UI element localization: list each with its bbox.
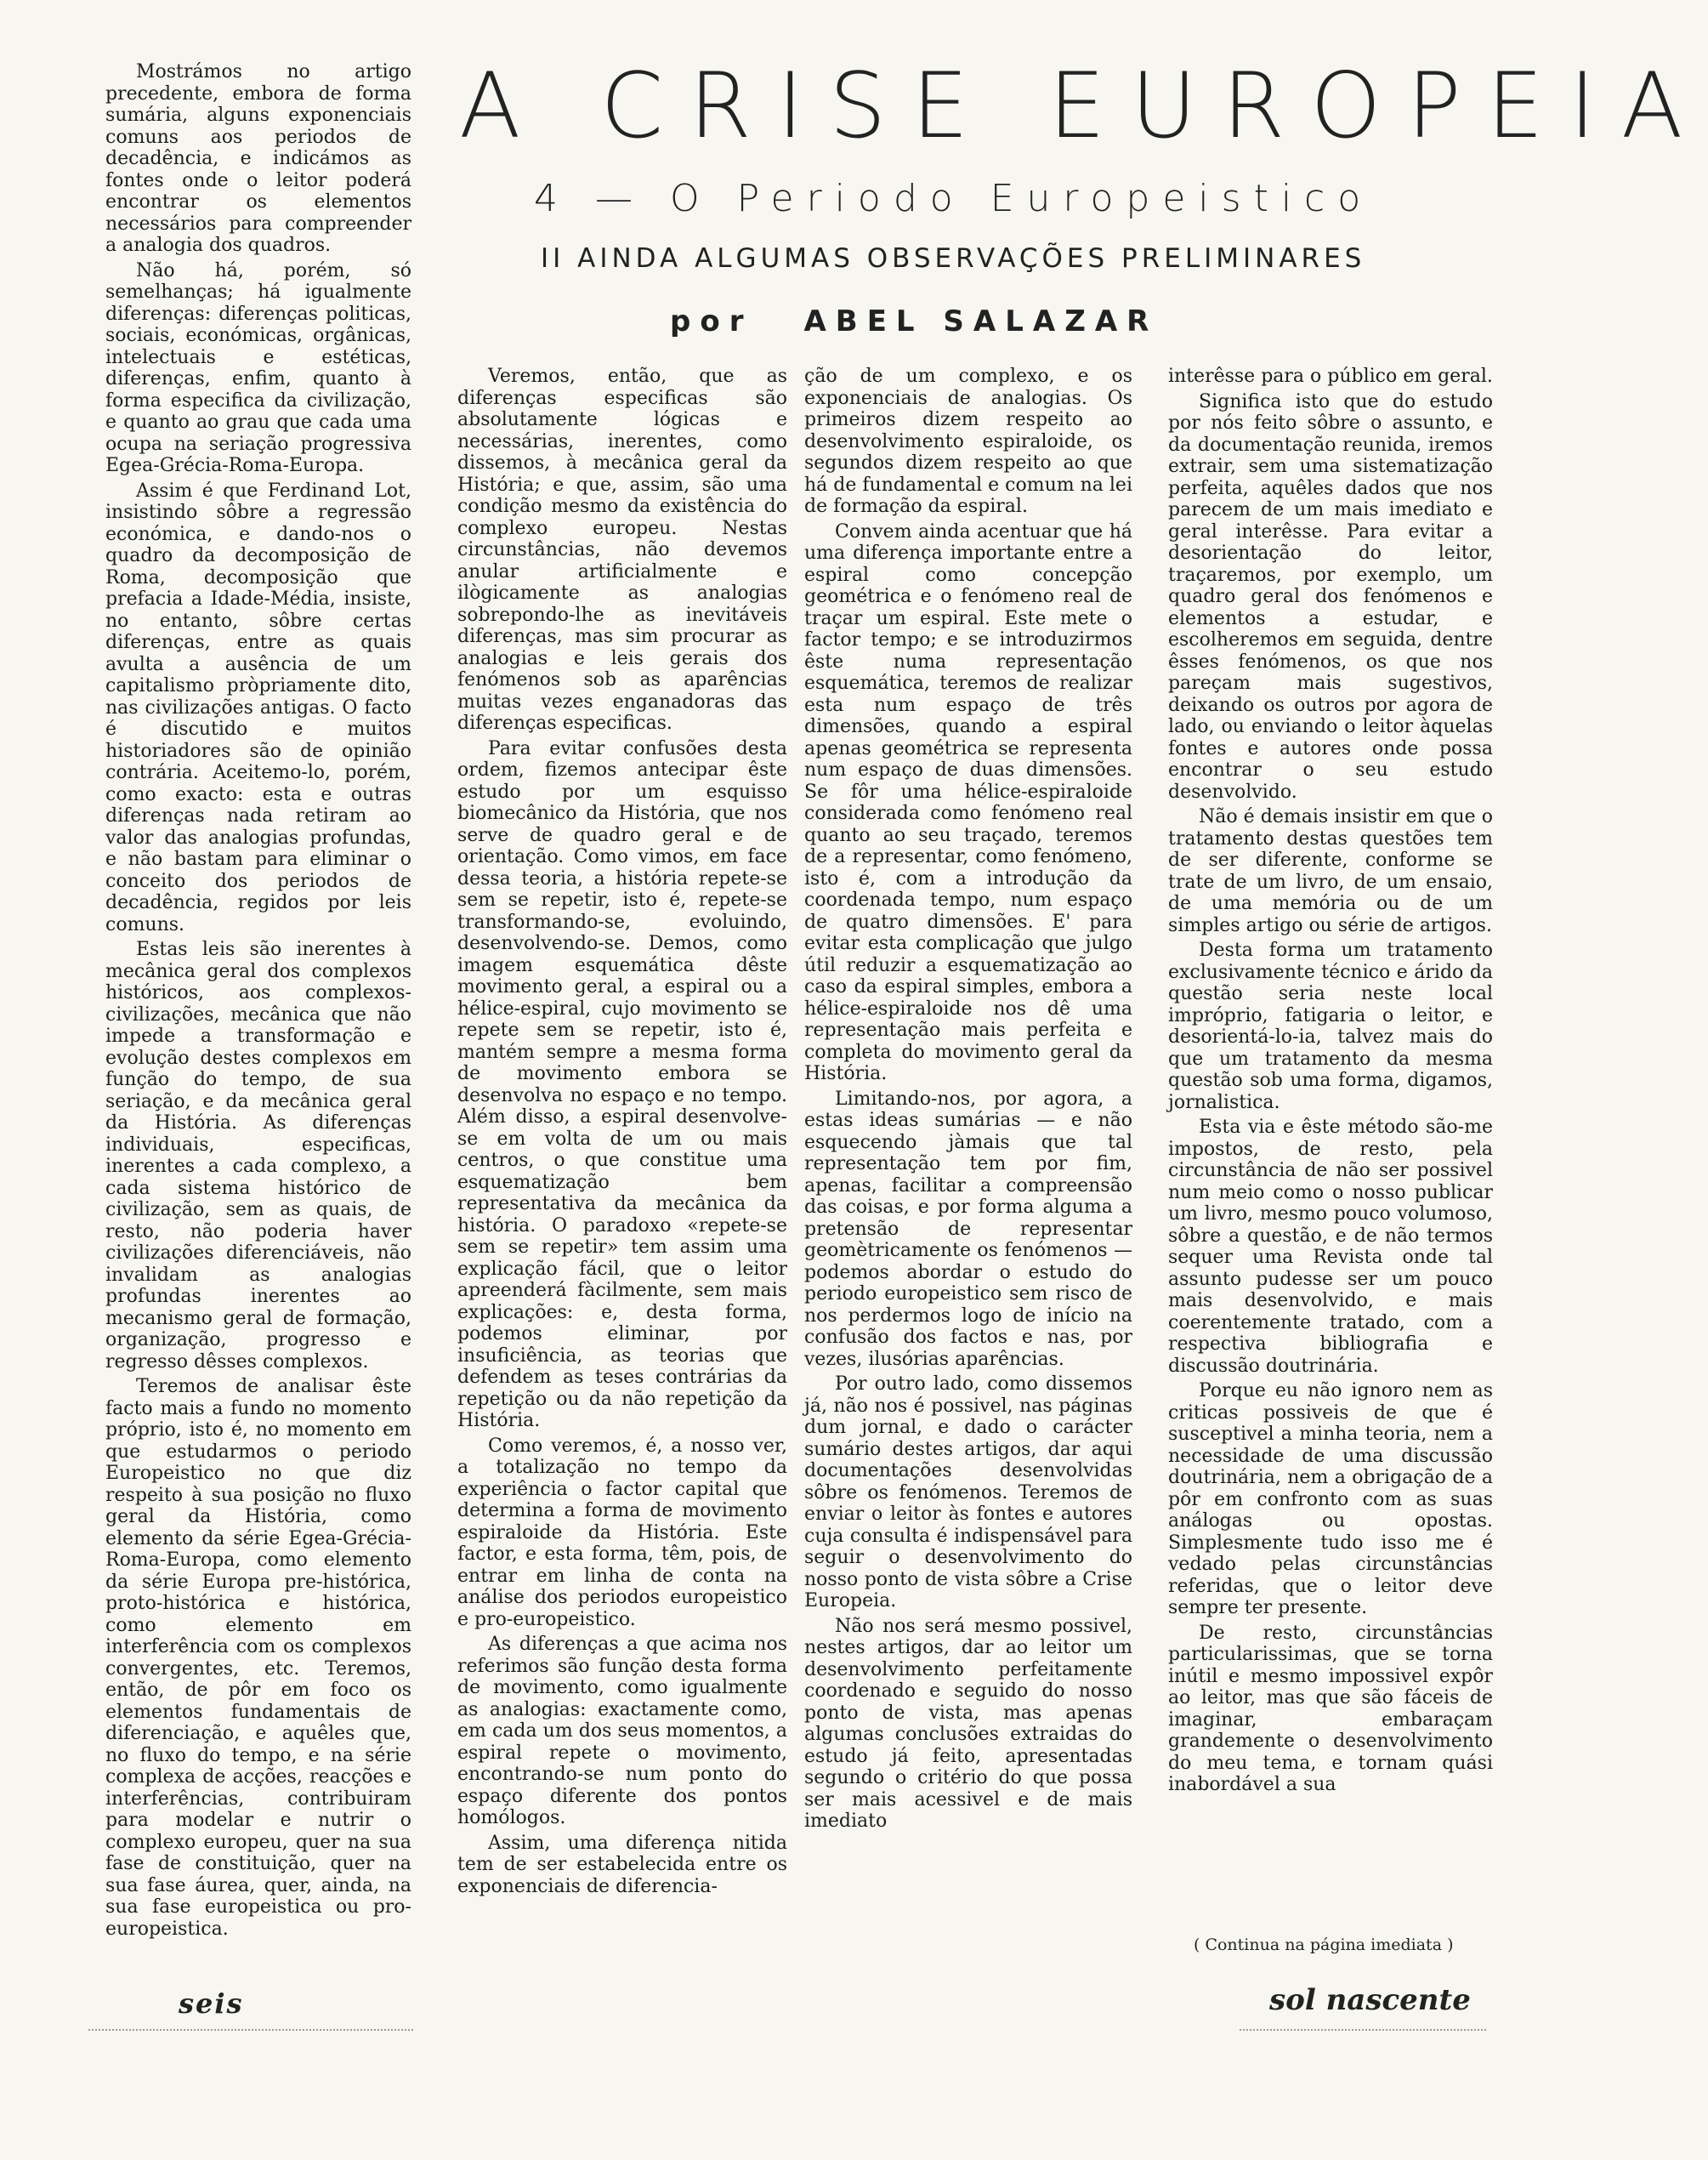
footer-rule-left xyxy=(88,2029,413,2031)
section-heading: II AINDA ALGUMAS OBSERVAÇÕES PRELIMINARES xyxy=(541,243,1366,274)
article-title: A CRISE EUROPEIA xyxy=(459,54,1708,158)
paragraph: Teremos de analisar êste facto mais a fundo no momento próprio, isto é, no momento em que estudarmos o periodo Europeistico no que diz respeito à sua posição no fluxo geral da História, como elemento da série Egea-Grécia-Roma-Europa, como elemento da série Europa pre-histórica, proto-histórica e histórica, como elemento em interferência com os complexos convergentes, etc. Teremos, então, de pôr em foco os elementos fundamentais de diferenciação, e aquêles que, no fluxo do tempo, e na série complexa de acções, reacções e interferências, contribuiram para modelar e nutrir o complexo europeu, quer na sua fase de constituição, quer na sua fase áurea, quer, ainda, na sua fase europeistica ou pro-europeistica. xyxy=(105,1376,411,1940)
magazine-name: sol nascente xyxy=(1269,1983,1471,2017)
byline xyxy=(670,304,1158,338)
byline-prefix: por xyxy=(670,304,753,338)
paragraph: Não há, porém, só semelhanças; há igualmente diferenças: diferenças politicas, sociais, económicas, orgânicas, intelectuais e estéticas, diferenças, enfim, quanto à forma especifica da civilização, e quanto ao grau que cada uma ocupa na seriação progressiva Egea-Grécia-Roma-Europa. xyxy=(105,259,411,476)
paragraph: Veremos, então, que as diferenças especificas são absolutamente lógicas e necessárias, inerentes, como dissemos, à mecânica geral da História; e que, assim, são uma condição mesmo da existência do complexo europeu. Nestas circunstâncias, não devemos anular artificialmente e ilògicamente as analogias sobrepondo-lhe as inevitáveis diferenças, mas sim procurar as analogias e leis gerais dos fenómenos sob as aparências muitas vezes enganadoras das diferenças especificas. xyxy=(457,366,787,734)
paragraph: Convem ainda acentuar que há uma diferença importante entre a espiral como concepção geométrica e o fenómeno real de traçar um espiral. Este mete o factor tempo; e se introduzirmos êste numa representação esquemática, teremos de realizar esta num espaço de três dimensões, quando a espiral apenas geométrica se representa num espaço de duas dimensões. Se fôr uma hélice-espiraloide considerada como fenómeno real quanto ao seu traçado, teremos de a representar, como fenómeno, isto é, com a introdução da coordenada tempo, num espaço de quatro dimensões. E' para evitar esta complicação que julgo útil reduzir a esquematização ao caso da espiral simples, embora a hélice-espiraloide nos dê uma representação mais perfeita e completa do movimento geral da História. xyxy=(804,520,1132,1084)
paragraph: Assim, uma diferença nitida tem de ser estabelecida entre os exponenciais de diferencia- xyxy=(457,1832,787,1897)
page-number-word: seis xyxy=(179,1987,244,2020)
paragraph: Não é demais insistir em que o tratamento destas questões tem de ser diferente, conforme se trate de um livro, de um ensaio, de uma memória ou de um simples artigo ou série de artigos. xyxy=(1168,806,1493,936)
paragraph: ção de um complexo, e os exponenciais de analogias. Os primeiros dizem respeito ao desenvolvimento espiraloide, os segundos dizem respeito ao que há de fundamental e comum na lei de formação da espiral. xyxy=(804,366,1132,517)
paragraph: Assim é que Ferdinand Lot, insistindo sôbre a regressão económica, e dando-nos o quadro da decomposição de Roma, decomposição que prefacia a Idade-Média, insiste, no entanto, sôbre certas diferenças, entre as quais avulta a ausência de um capitalismo pròpriamente dito, nas civilizações antigas. O facto é discutido e muitos historiadores são de opinião contrária. Aceitemo-lo, porém, como exacto: esta e outras diferenças nada retiram ao valor das analogias profundas, e não bastam para eliminar o conceito dos periodos de decadência, regidos por leis comuns. xyxy=(105,480,411,935)
paragraph: Como veremos, é, a nosso ver, a totalização no tempo da experiência o factor capital que determina a forma de movimento espiraloide da História. Este factor, e esta forma, têm, pois, de entrar em linha de conta na análise dos periodos europeistico e pro-europeistico. xyxy=(457,1435,787,1630)
paragraph: Porque eu não ignoro nem as criticas possiveis de que é susceptivel a minha teoria, nem a necessidade de uma discussão doutrinária, nem a obrigação de a pôr em confronto com as suas análogas ou opostas. Simplesmente tudo isso me é vedado pelas circunstâncias referidas, que o leitor deve sempre ter presente. xyxy=(1168,1380,1493,1618)
text-column-2 xyxy=(457,366,787,1964)
paragraph: Significa isto que do estudo por nós feito sôbre o assunto, e da documentação reunida, iremos extrair, sem uma sistematização perfeita, aquêles dados que nos parecem de um mais imediato e geral interêsse. Para evitar a desorientação do leitor, traçaremos, por exemplo, um quadro geral dos fenómenos e elementos a estudar, e escolheremos em seguida, dentre êsses fenómenos, os que nos pareçam mais sugestivos, deixando os outros por agora de lado, ou enviando o leitor àquelas fontes e autores onde possa encontrar o seu estudo desenvolvido. xyxy=(1168,390,1493,803)
paragraph: As diferenças a que acima nos referimos são função desta forma de movimento, como igualmente as analogias: exactamente como, em cada um dos seus momentos, a espiral repete o movimento, encontrando-se num ponto do espaço diferente dos pontos homólogos. xyxy=(457,1634,787,1828)
article-subtitle: 4 — O Periodo Europeistico xyxy=(534,177,1374,220)
paragraph: Limitando-nos, por agora, a estas ideas sumárias — e não esquecendo jàmais que tal representação tem por fim, apenas, facilitar a compreensão das coisas, e por forma alguma a pretensão de representar geomètricamente os fenómenos — podemos abordar o estudo do periodo europeistico sem risco de nos perdermos logo de início na confusão dos factos e nas, por vezes, ilusórias aparências. xyxy=(804,1088,1132,1370)
continuation-note: ( Continua na página imediata ) xyxy=(1194,1935,1454,1954)
paragraph: Para evitar confusões desta ordem, fizemos antecipar êste estudo por um esquisso biomecânico da História, que nos serve de quadro geral e de orientação. Como vimos, em face dessa teoria, a história repete-se sem se repetir, isto é, repete-se transformando-se, evoluindo, desenvolvendo-se. Demos, como imagem esquemática dêste movimento geral, a espiral ou a hélice-espiral, cujo movimento se repete sem se repetir, isto é, mantém sempre a mesma forma de movimento embora se desenvolva no espaço e no tempo. Além disso, a espiral desenvolve-se em volta de um ou mais centros, o que constitue uma esquematização bem representativa da mecânica da história. O paradoxo «repete-se sem se repetir» tem assim uma explicação fácil, que o leitor apreenderá fàcilmente, sem mais explicações: e, desta forma, podemos eliminar, por insuficiência, as teorias que defendem as teses contrárias da repetição ou da não repetição da História. xyxy=(457,737,787,1431)
text-column-4 xyxy=(1168,366,1493,1947)
paragraph: Não nos será mesmo possivel, nestes artigos, dar ao leitor um desenvolvimento perfeitamente coordenado e seguido do nosso ponto de vista, mas apenas algumas conclusões extraidas do estudo já feito, apresentadas segundo o critério do que possa ser mais acessivel e de mais imediato xyxy=(804,1615,1132,1832)
paragraph: De resto, circunstâncias particularissimas, que se torna inútil e mesmo impossivel expôr ao leitor, mas que são fáceis de imaginar, embaraçam grandemente o desenvolvimento do meu tema, e tornam quási inabordável a sua xyxy=(1168,1622,1493,1795)
paragraph: interêsse para o público em geral. xyxy=(1168,366,1493,387)
text-column-1 xyxy=(105,61,411,1962)
paragraph: Estas leis são inerentes à mecânica geral dos complexos históricos, aos complexos-civilizações, mecânica que não impede a transformação e evolução destes complexos em função do tempo, de sua seriação, e da mecânica geral da História. As diferenças individuais, especificas, inerentes a cada complexo, a cada sistema histórico de civilização, sem as quais, de resto, não poderia haver civilizações diferenciáveis, não invalidam as analogias profundas inerentes ao mecanismo geral de formação, organização, progresso e regresso dêsses complexos. xyxy=(105,939,411,1373)
paragraph: Esta via e êste método são-me impostos, de resto, pela circunstância de não ser possivel num meio como o nosso publicar um livro, mesmo pouco volumoso, sôbre a questão, e de não termos sequer uma Revista onde tal assunto pudesse ser um pouco mais desenvolvido, e mais coerentemente tratado, com a respectiva bibliografia e discussão doutrinária. xyxy=(1168,1117,1493,1377)
author-name: ABEL SALAZAR xyxy=(803,304,1159,338)
text-column-3 xyxy=(804,366,1132,1964)
footer-rule-right xyxy=(1240,2029,1486,2031)
paragraph: Mostrámos no artigo precedente, embora de forma sumária, alguns exponenciais comuns aos periodos de decadência, e indicámos as fontes onde o leitor poderá encontrar os elementos necessários para compreender a analogia dos quadros. xyxy=(105,61,411,256)
paragraph: Por outro lado, como dissemos já, não nos é possivel, nas páginas dum jornal, e dado o carácter sumário destes artigos, dar aqui documentações desenvolvidas sôbre os fenómenos. Teremos de enviar o leitor às fontes e autores cuja consulta é indispensável para seguir o desenvolvimento do nosso ponto de vista sôbre a Crise Europeia. xyxy=(804,1373,1132,1611)
paragraph: Desta forma um tratamento exclusivamente técnico e árido da questão seria neste local impróprio, fatigaria o leitor, e desorientá-lo-ia, talvez mais do que um tratamento da mesma questão sob uma forma, digamos, jornalistica. xyxy=(1168,940,1493,1113)
